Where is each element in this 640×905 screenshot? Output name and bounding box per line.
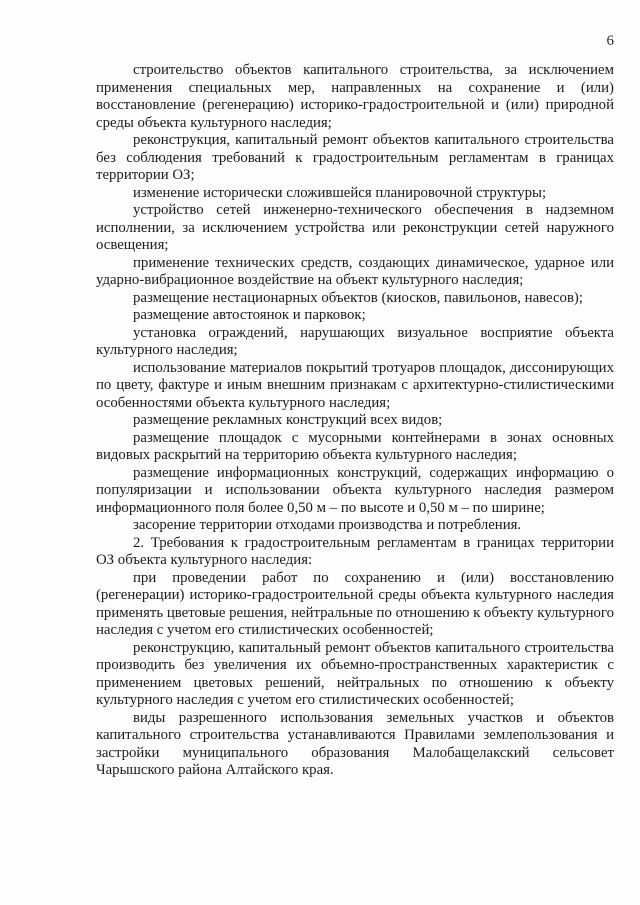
paragraph-3: изменение исторически сложившейся планировочной структуры; xyxy=(133,184,547,201)
paragraph-13: засорение территории отходами производства и потребления. xyxy=(133,517,522,533)
paragraph-2: реконструкция, капитальный ремонт объектов капитального строительства без соблюдения требований к градостроительным регламентам в границах территории ОЗ; xyxy=(96,132,614,183)
paragraph-15: при проведении работ по сохранению и (или) восстановлению (регенерации) историко-градостроительной среды объекта культурного наследия применять цветовые решения, нейтральные по отношению к объекту культурного наследия с учетом его стилистических особенностей; xyxy=(96,569,614,638)
paragraph-5: применение технических средств, создающих динамическое, ударное или ударно-вибрационное воздействие на объект культурного наследия; xyxy=(96,254,614,288)
paragraph-10: размещение рекламных конструкций всех видов; xyxy=(133,412,443,428)
paragraph-6: размещение нестационарных объектов (киосков, павильонов, навесов); xyxy=(133,289,583,306)
paragraph-8: установка ограждений, нарушающих визуальное восприятие объекта культурного наследия; xyxy=(96,324,614,358)
paragraph-16: реконструкцию, капитальный ремонт объектов капитального строительства производить без увеличения их объемно-пространственных характеристик с применением цветовых решений, нейтральных по отношению к объекту культурного наследия с учетом его стилистических особенностей; xyxy=(96,639,614,708)
paragraph-7: размещение автостоянок и парковок; xyxy=(133,307,366,323)
page-number: 6 xyxy=(606,33,614,49)
paragraph-9: использование материалов покрытий тротуаров площадок, диссонирующих по цвету, фактуре и иным внешним признакам с архитектурно-стилистическими особенностями объекта культурного наследия; xyxy=(96,359,614,411)
paragraph-12: размещение информационных конструкций, содержащих информацию о популяризации и использовании объекта культурного наследия размером информационного поля более 0,50 м – по высоте и 0,50 м – по ширине; xyxy=(96,464,614,516)
page-body xyxy=(96,62,614,780)
paragraph-11: размещение площадок с мусорными контейнерами в зонах основных видовых раскрытий на территорию объекта культурного наследия; xyxy=(96,429,614,463)
section-heading-2: 2. Требования к градостроительным регламентам в границах территории ОЗ объекта культурного наследия: xyxy=(96,534,614,568)
paragraph-17: виды разрешенного использования земельных участков и объектов капитального строительства устанавливаются Правилами землепользования и застройки муниципального образования Малобащелакский сельсовет Чарышского района Алтайского края. xyxy=(96,709,614,778)
paragraph-4: устройство сетей инженерно-технического обеспечения в надземном исполнении, за исключением устройства или реконструкции сетей наружного освещения; xyxy=(96,202,614,253)
paragraph-1: строительство объектов капитального строительства, за исключением применения специальных мер, направленных на сохранение и (или) восстановление (регенерацию) историко-градостроительной и (или) природной среды объекта культурного наследия; xyxy=(96,62,614,131)
